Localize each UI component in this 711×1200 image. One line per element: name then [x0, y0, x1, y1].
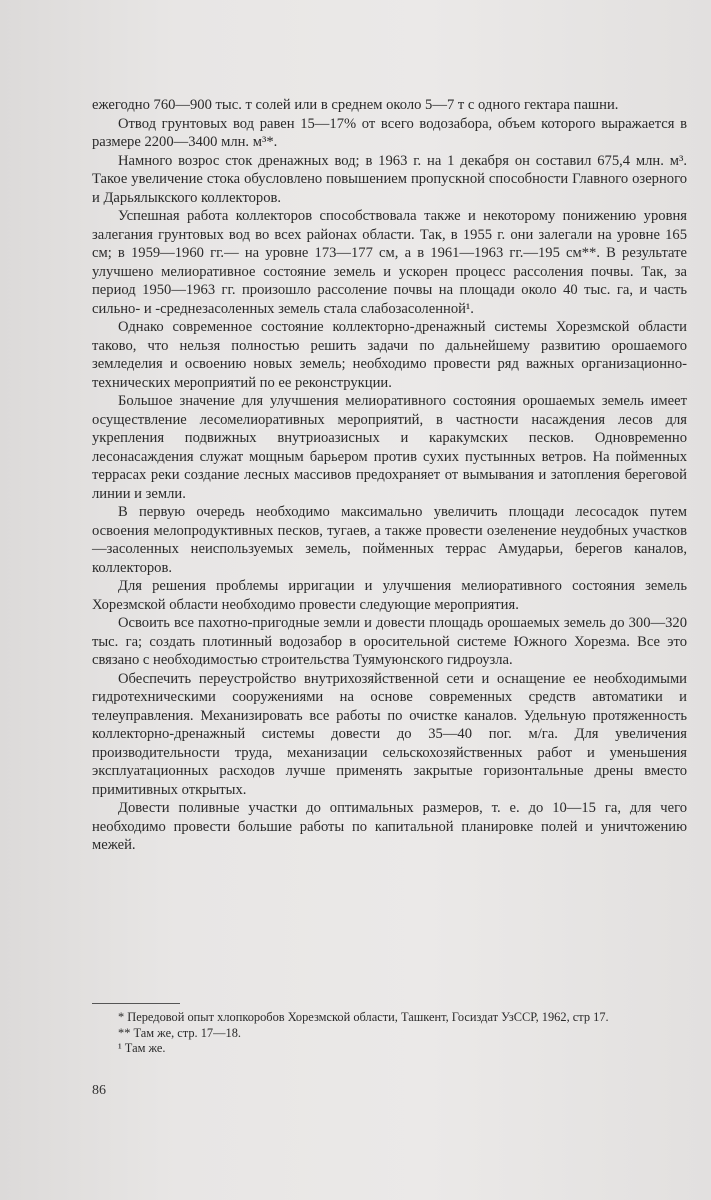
paragraph: Успешная работа коллекторов способствовала также и некоторому понижению уровня залегания грунтовых вод во всех районах области. Так, в 1955 г. они залегали на уровне 165 см; в 1959—1960 гг.— на уровне 173—177 см, а в 1961—1963 гг.—195 см**. В результате улучшено мелиоративное состояние земель и ускорен процесс рассоления почвы. Так, за период 1950—1963 гг. произошло рассоление почвы на площади около 40 тыс. га, и часть сильно- и -среднезасоленных земель стала слабозасоленной¹. [92, 208, 687, 317]
footnote: * Передовой опыт хлопкоробов Хорезмской области, Ташкент, Госиздат УзССР, 1962, стр 17. [118, 1010, 609, 1024]
paragraph: Довести поливные участки до оптимальных размеров, т. е. до 10—15 га, для чего необходимо провести большие работы по капитальной планировке полей и уничтожению межей. [92, 800, 687, 853]
paragraph: Отвод грунтовых вод равен 15—17% от всего водозабора, объем которого выражается в размере 2200—3400 млн. м³*. [92, 115, 687, 150]
page-number: 86 [92, 1083, 106, 1098]
paragraph: Для решения проблемы ирригации и улучшения мелиоративного состояния земель Хорезмской области необходимо провести следующие мероприятия. [92, 578, 687, 613]
footnotes [92, 1010, 687, 1057]
footnote: ** Там же, стр. 17—18. [118, 1025, 242, 1040]
main-text [92, 96, 687, 855]
paragraph: Намного возрос сток дренажных вод; в 1963 г. на 1 декабря он составил 675,4 млн. м³. Такое увеличение стока обусловлено повышением пропускной способности Главного озерного и Дарьялыкского коллекторов. [92, 152, 687, 206]
paragraph: В первую очередь необходимо максимально увеличить площади лесосадок путем освоения мелопродуктивных песков, тугаев, а также провести озеленение неудобных участков—засоленных неиспользуемых земель, пойменных террас Амударьи, берегов каналов, коллекторов. [92, 504, 687, 576]
footnote: ¹ Там же. [118, 1041, 166, 1055]
paragraph: Однако современное состояние коллекторно-дренажный системы Хорезмской области таково, что нельзя полностью решить задачи по дальнейшему развитию орошаемого земледелия и освоению новых земель; необходимо провести ряд важных организационно-технических мероприятий по ее реконструкции. [92, 319, 687, 391]
paragraph: Обеспечить переустройство внутрихозяйственной сети и оснащение ее необходимыми гидротехническими сооружениями на основе современных средств автоматики и телеуправления. Механизировать все работы по очистке каналов. Удельную протяженность коллекторно-дренажный системы довести до 35—40 пог. м/га. Для увеличения производительности труда, механизации сельскохозяйственных работ и уменьшения эксплуатационных расходов лучше применять закрытые горизонтальные дрены вместо примитивных открытых. [92, 670, 687, 798]
footnote-divider [92, 1003, 180, 1004]
paragraph: Большое значение для улучшения мелиоративного состояния орошаемых земель имеет осуществление лесомелиоративных мероприятий, в частности насаждения лесов для укрепления подвижных внутриоазисных и каракумских песков. Одновременно лесонасаждения служат мощным барьером против сухих пустынных ветров. На пойменных террасах реки создание лесных массивов предохраняет от вымывания и затопления береговой линии и земли. [92, 393, 687, 502]
paragraph: ежегодно 760—900 тыс. т солей или в среднем около 5—7 т с одного гектара пашни. [92, 97, 619, 113]
paragraph: Освоить все пахотно-пригодные земли и довести площадь орошаемых земель до 300—320 тыс. га; создать плотинный водозабор в оросительной системе Южного Хорезма. Все это связано с необходимостью строительства Туямуюнского гидроузла. [92, 615, 687, 668]
